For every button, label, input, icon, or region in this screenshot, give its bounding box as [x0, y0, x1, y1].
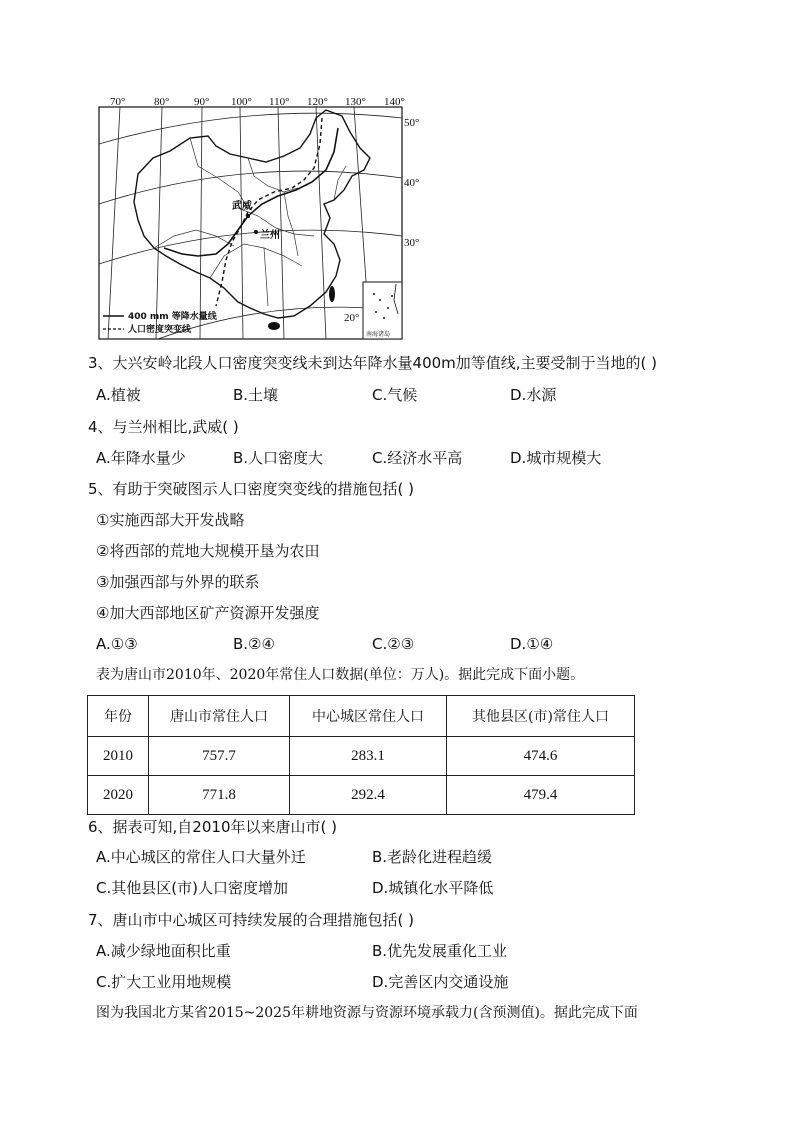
question-5: 5、有助于突破图示人口密度突变线的措施包括( ) [88, 480, 415, 498]
question-4: 4、与兰州相比,武威( ) [88, 418, 239, 436]
question-3: 3、大兴安岭北段人口密度突变线未到达年降水量400m加等值线,主要受制于当地的( ) [88, 354, 658, 372]
q4-option-b[interactable]: B.人口密度大 [233, 449, 324, 467]
q6-option-a[interactable]: A.中心城区的常住人口大量外迁 [96, 848, 306, 866]
place-label-lanzhou: 兰州 [260, 230, 280, 241]
q6-option-c[interactable]: C.其他县区(市)人口密度增加 [96, 879, 288, 897]
q5-option-a[interactable]: A.①③ [96, 635, 138, 653]
lon-label-90: 90° [194, 96, 210, 108]
lon-label-130: 130° [345, 96, 366, 108]
q5-option-c[interactable]: C.②③ [372, 635, 415, 653]
table-cell: 2020 [88, 776, 149, 815]
table-intro: 表为唐山市2010年、2020年常住人口数据(单位：万人)。据此完成下面小题。 [96, 667, 585, 683]
q5-statement-1: ①实施西部大开发战略 [96, 511, 245, 529]
q3-option-a[interactable]: A.植被 [96, 386, 141, 404]
province-boundaries [154, 138, 346, 306]
table-cell: 771.8 [149, 776, 290, 815]
table-cell: 757.7 [149, 737, 290, 776]
q3-option-d[interactable]: D.水源 [510, 386, 557, 404]
q6-option-d[interactable]: D.城镇化水平降低 [372, 879, 494, 897]
q7-option-b[interactable]: B.优先发展重化工业 [372, 942, 508, 960]
table-header-year: 年份 [88, 696, 149, 737]
lat-label-50: 50° [404, 117, 420, 129]
lon-label-120: 120° [307, 96, 328, 108]
table-header-other: 其他县区(市)常住人口 [447, 696, 635, 737]
question-6: 6、据表可知,自2010年以来唐山市( ) [88, 818, 337, 836]
hainan-island [268, 322, 280, 330]
table-cell: 292.4 [290, 776, 447, 815]
q5-statement-4: ④加大西部地区矿产资源开发强度 [96, 604, 320, 622]
q6-option-b[interactable]: B.老龄化进程趋缓 [372, 848, 493, 866]
q5-statement-3: ③加强西部与外界的联系 [96, 573, 260, 591]
china-outline [134, 110, 370, 318]
lat-label-30: 30° [404, 237, 420, 249]
q4-option-a[interactable]: A.年降水量少 [96, 449, 186, 467]
table-cell: 2010 [88, 737, 149, 776]
isohyet-400mm-line [164, 128, 338, 256]
table-cell: 474.6 [447, 737, 635, 776]
q5-option-b[interactable]: B.②④ [233, 635, 275, 653]
figure-intro: 图为我国北方某省2015~2025年耕地资源与资源环境承载力(含预测值)。据此完成下面 [96, 1005, 638, 1021]
table-row [88, 776, 635, 815]
table-cell: 479.4 [447, 776, 635, 815]
lon-label-100: 100° [231, 96, 252, 108]
china-population-map [98, 96, 420, 340]
inset-label: 南海诸岛 [366, 331, 391, 338]
q3-option-c[interactable]: C.气候 [372, 386, 418, 404]
lon-label-110: 110° [269, 96, 290, 108]
table-header-row [88, 696, 635, 737]
q5-option-d[interactable]: D.①④ [510, 635, 554, 653]
place-label-wuwei: 武威 [232, 201, 252, 212]
table-row [88, 737, 635, 776]
population-table [87, 695, 635, 815]
table-cell: 283.1 [290, 737, 447, 776]
city-dot-lanzhou [254, 230, 258, 234]
lat-label-20: 20° [344, 312, 360, 324]
longitude-lines [108, 107, 370, 339]
q7-option-d[interactable]: D.完善区内交通设施 [372, 973, 509, 991]
population-density-line [216, 118, 322, 306]
legend-rain-label: 400 mm 等降水量线 [128, 312, 217, 322]
lon-label-70: 70° [110, 96, 126, 108]
lon-label-140: 140° [384, 96, 405, 108]
question-7: 7、唐山市中心城区可持续发展的合理措施包括( ) [88, 911, 415, 929]
lon-label-80: 80° [154, 96, 170, 108]
table-header-central: 中心城区常住人口 [290, 696, 447, 737]
legend-pop-label: 人口密度突变线 [128, 325, 192, 335]
q4-option-d[interactable]: D.城市规模大 [510, 449, 602, 467]
q5-statement-2: ②将西部的荒地大规模开垦为农田 [96, 542, 320, 560]
lat-label-40: 40° [404, 177, 420, 189]
city-dot-wuwei [246, 214, 250, 218]
q7-option-c[interactable]: C.扩大工业用地规模 [96, 973, 232, 991]
table-header-total: 唐山市常住人口 [149, 696, 290, 737]
q4-option-c[interactable]: C.经济水平高 [372, 449, 463, 467]
q3-option-b[interactable]: B.土壤 [233, 386, 279, 404]
q7-option-a[interactable]: A.减少绿地面积比重 [96, 942, 231, 960]
taiwan-island [329, 286, 335, 302]
